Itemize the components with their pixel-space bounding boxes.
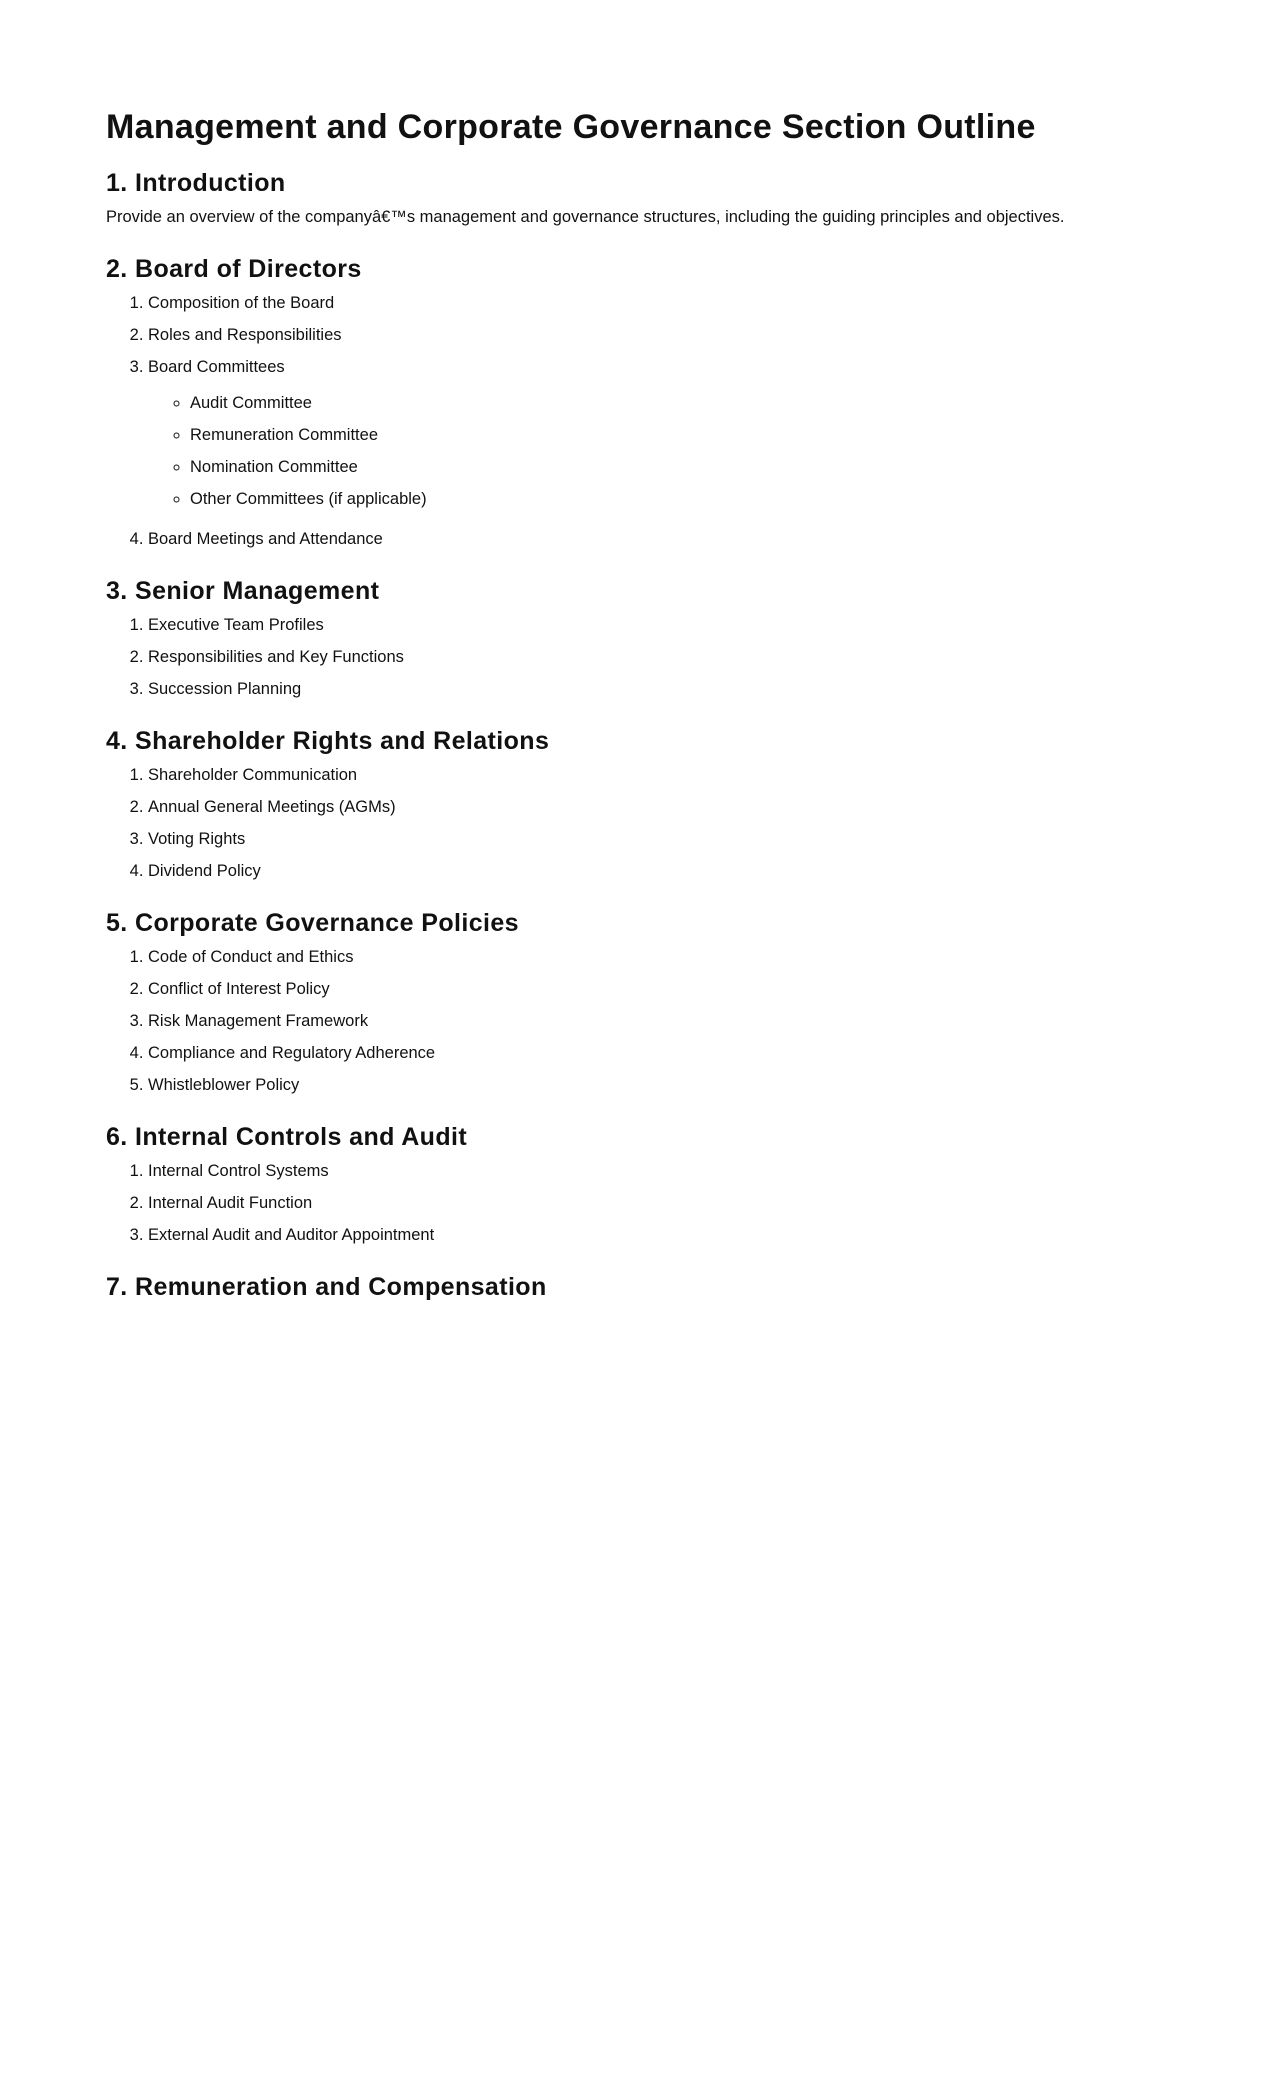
list-item: 2. Conflict of Interest Policy xyxy=(148,977,1156,1001)
section-heading: 2. Board of Directors xyxy=(106,255,362,283)
list-item: 4. Compliance and Regulatory Adherence xyxy=(148,1041,1156,1065)
internal-controls-list xyxy=(106,1159,1156,1247)
list-item: 2. Internal Audit Function xyxy=(148,1191,1156,1215)
document-page xyxy=(106,105,1156,1303)
list-item: 1. Composition of the Board xyxy=(148,291,1156,315)
senior-management-list xyxy=(106,613,1156,701)
section-introduction xyxy=(106,167,1156,229)
list-item: 4. Dividend Policy xyxy=(148,859,1156,883)
section-remuneration xyxy=(106,1271,1156,1303)
list-item: 2. Responsibilities and Key Functions xyxy=(148,645,1156,669)
list-item: 1. Internal Control Systems xyxy=(148,1159,1156,1183)
document-title: Management and Corporate Governance Section Outline xyxy=(106,108,1036,146)
list-item-label: Board Committees xyxy=(148,358,285,376)
committees-list xyxy=(148,391,1156,511)
shareholder-list xyxy=(106,763,1156,883)
list-item: 2. Roles and Responsibilities xyxy=(148,323,1156,347)
list-item: 1. Shareholder Communication xyxy=(148,763,1156,787)
section-board-of-directors xyxy=(106,253,1156,551)
list-item: 2. Annual General Meetings (AGMs) xyxy=(148,795,1156,819)
list-item: 4. Board Meetings and Attendance xyxy=(148,527,1156,551)
section-heading: 5. Corporate Governance Policies xyxy=(106,909,519,937)
sub-list-item: ◦ Nomination Committee xyxy=(190,455,1156,479)
section-governance-policies xyxy=(106,907,1156,1097)
list-item: 3. External Audit and Auditor Appointment xyxy=(148,1223,1156,1247)
list-item: 1. Code of Conduct and Ethics xyxy=(148,945,1156,969)
policies-list xyxy=(106,945,1156,1097)
list-item: 3. Voting Rights xyxy=(148,827,1156,851)
section-heading: 1. Introduction xyxy=(106,169,286,197)
section-heading: 6. Internal Controls and Audit xyxy=(106,1123,468,1151)
section-heading: 7. Remuneration and Compensation xyxy=(106,1273,547,1301)
list-item: 3. Succession Planning xyxy=(148,677,1156,701)
list-item-board-committees xyxy=(148,355,1156,511)
sub-list-item: ◦ Audit Committee xyxy=(190,391,1156,415)
board-items-list xyxy=(106,291,1156,551)
list-item: 1. Executive Team Profiles xyxy=(148,613,1156,637)
section-internal-controls xyxy=(106,1121,1156,1247)
section-heading: 3. Senior Management xyxy=(106,577,380,605)
section-shareholder-rights xyxy=(106,725,1156,883)
list-item: 5. Whistleblower Policy xyxy=(148,1073,1156,1097)
section-heading: 4. Shareholder Rights and Relations xyxy=(106,727,550,755)
sub-list-item: ◦ Other Committees (if applicable) xyxy=(190,487,1156,511)
list-item: 3. Risk Management Framework xyxy=(148,1009,1156,1033)
section-senior-management xyxy=(106,575,1156,701)
introduction-text: Provide an overview of the companyâ€™s management and governance structures, including the guiding principles and objectives. xyxy=(106,208,1065,226)
sub-list-item: ◦ Remuneration Committee xyxy=(190,423,1156,447)
